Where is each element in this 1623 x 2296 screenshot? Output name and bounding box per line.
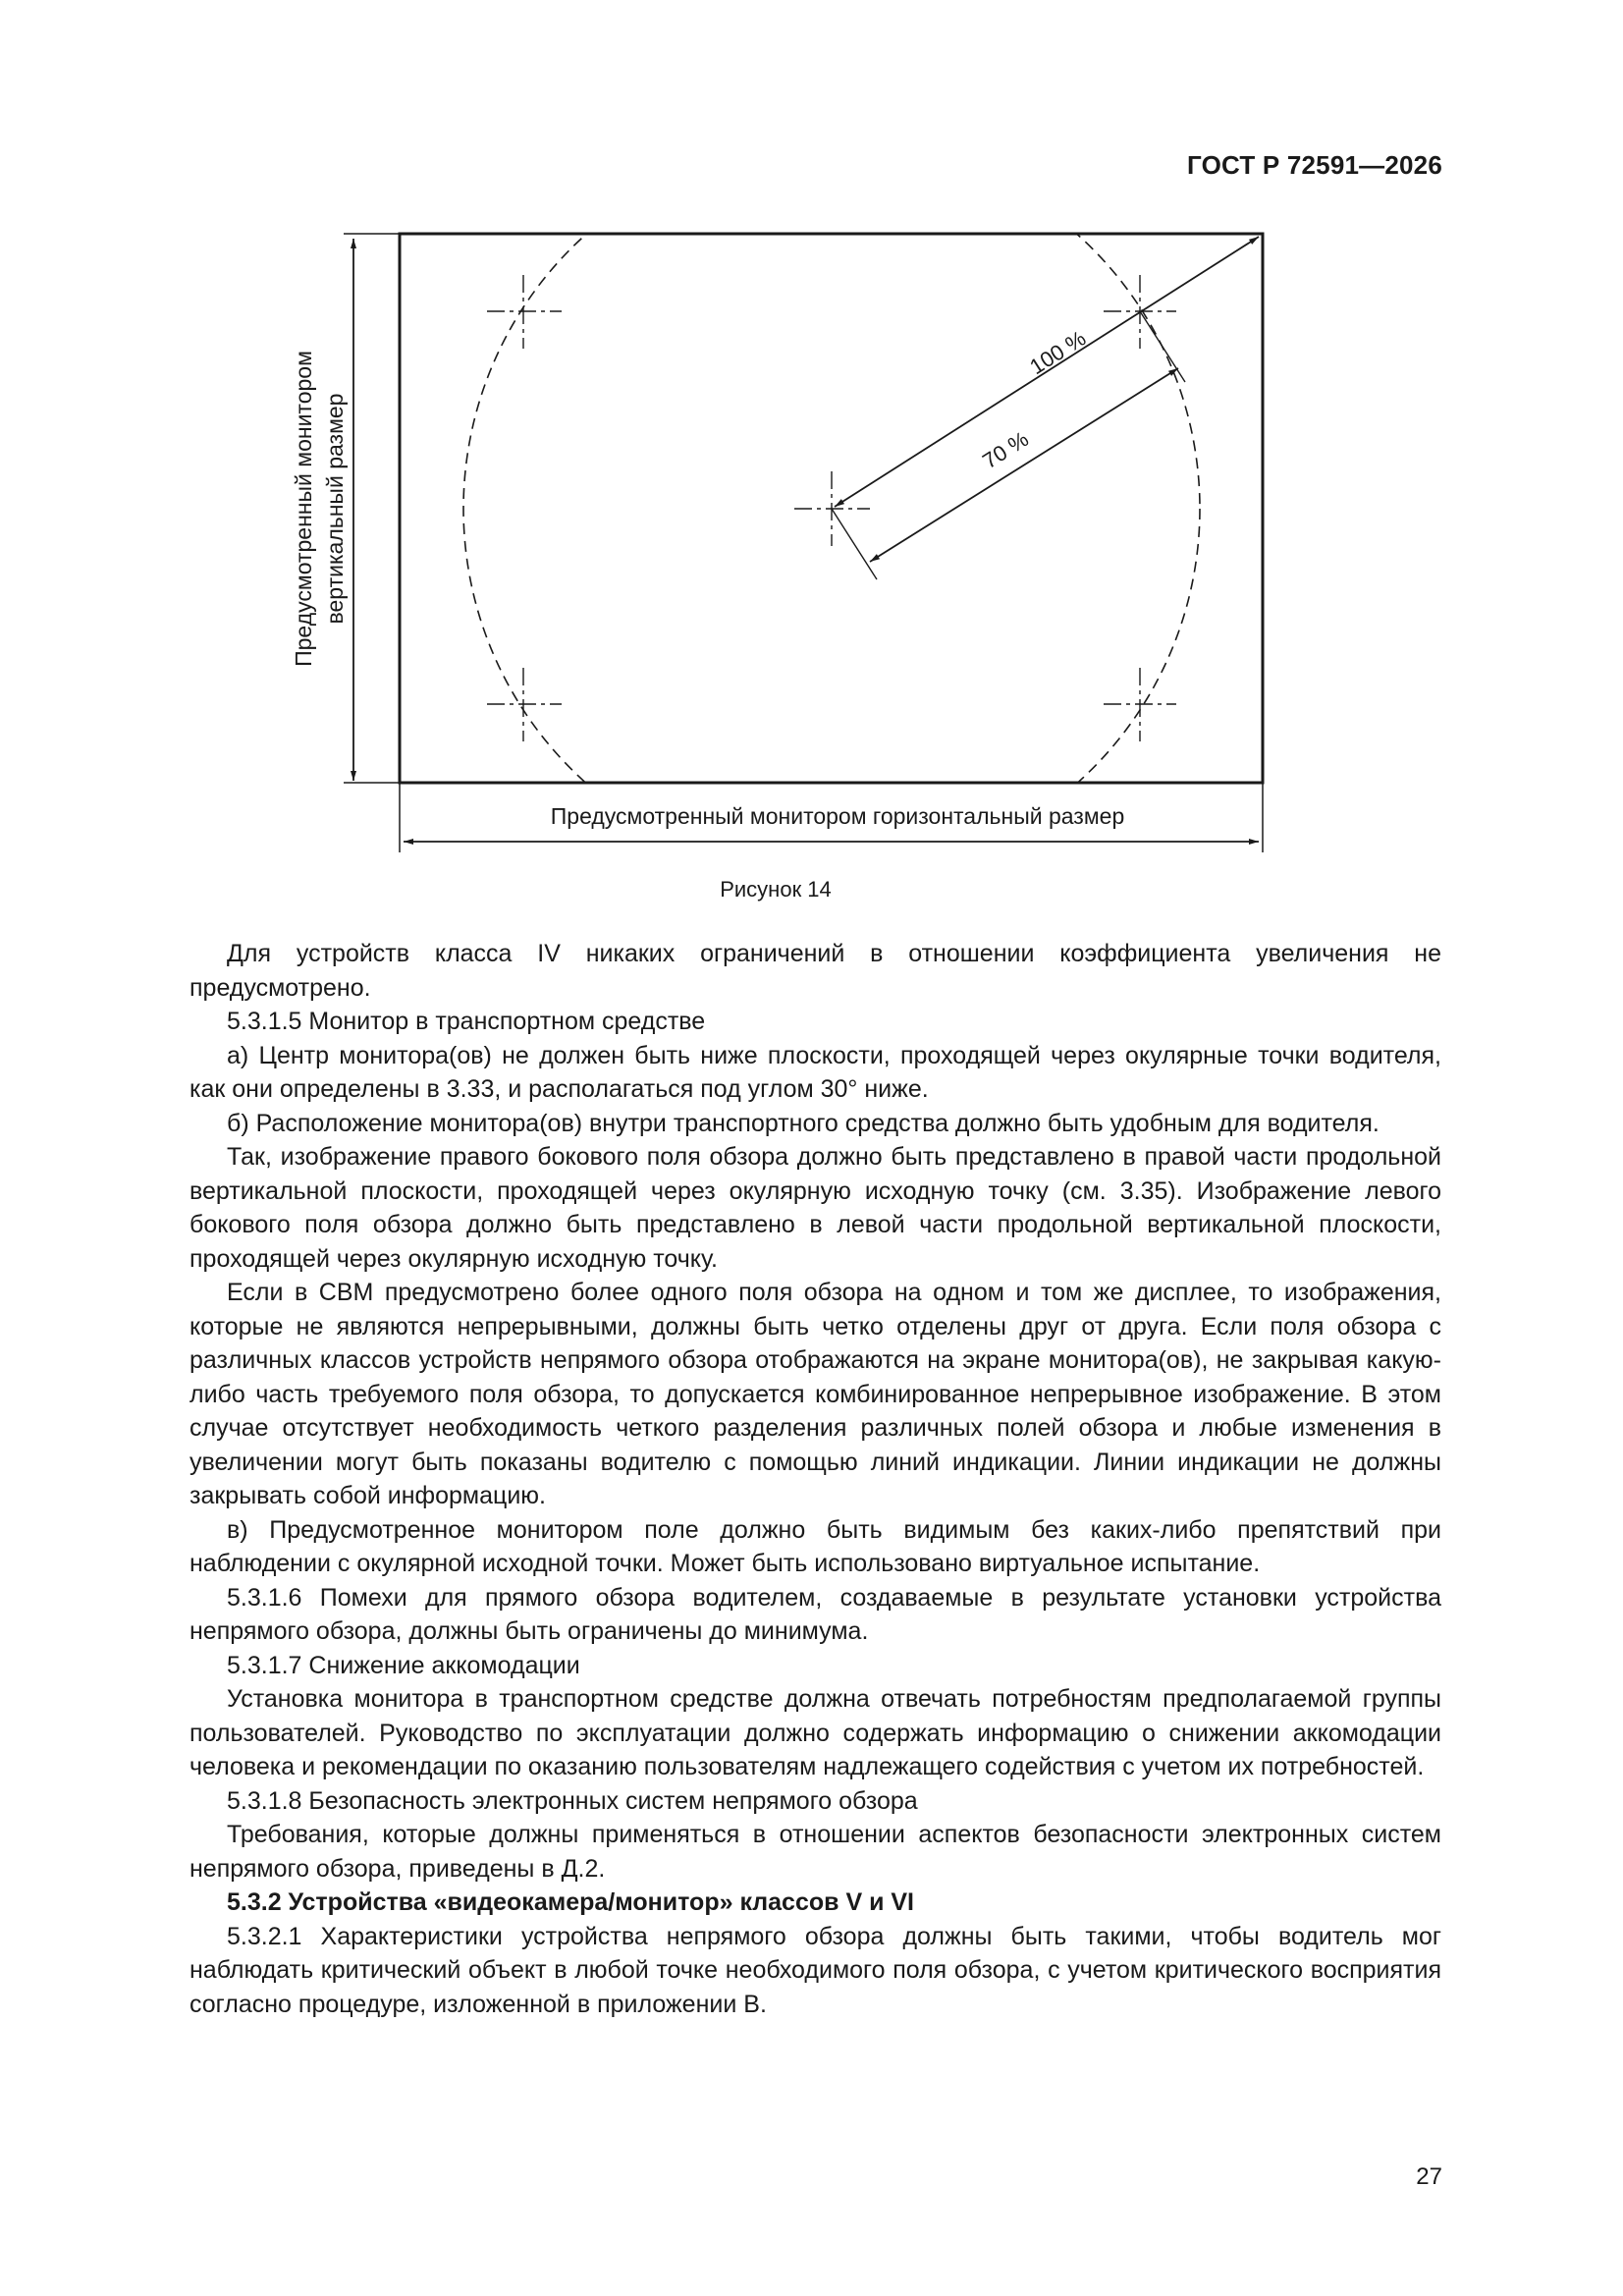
horizontal-label: Предусмотренный монитором горизонтальный размер	[550, 803, 1125, 829]
paragraph: б) Расположение монитора(ов) внутри транспортного средства должно быть удобным для водителя.	[227, 1109, 1380, 1137]
section-heading: 5.3.1.5 Монитор в транспортном средстве	[227, 1008, 706, 1035]
label-100-percent: 100 %	[1025, 325, 1091, 380]
paragraph: а) Центр монитора(ов) не должен быть ниже плоскости, проходящей через окулярные точки водителя, как они определены в 3.33, и располагаться под углом 30° ниже.	[189, 1041, 1441, 1103]
paragraph: Так, изображение правого бокового поля обзора должно быть представлено в правой части продольной вертикальной плоскости, проходящей через окулярную исходную точку (см. 3.35). Изображение левого бокового поля обзора должно быть представлено в левой части продольной вертикальной плоскости, проходящей через окулярную исходную точку.	[189, 1143, 1441, 1273]
crosshair-bottom-right	[1104, 668, 1176, 741]
subsection-heading: 5.3.2 Устройства «видеокамера/монитор» классов V и VI	[227, 1888, 914, 1916]
page-number: 27	[1416, 2163, 1442, 2190]
crosshair-top-left	[487, 275, 562, 349]
paragraph: 5.3.1.6 Помехи для прямого обзора водителем, создаваемые в результате установки устройства непрямого обзора, должны быть ограничены до минимума.	[189, 1583, 1441, 1645]
paragraph: Требования, которые должны применяться в отношении аспектов безопасности электронных систем непрямого обзора, приведены в Д.2.	[189, 1821, 1441, 1883]
arrow-70-percent	[870, 368, 1178, 562]
vertical-label-line2: вертикальный размер	[322, 393, 348, 625]
label-70-percent: 70 %	[978, 426, 1033, 474]
paragraph: Установка монитора в транспортном средстве должна отвечать потребностям предполагаемой группы пользователей. Руководство по эксплуатации должно содержать информацию о снижении аккомодации человека и рекомендации по оказанию пользователям надлежащего содействия с учетом их потребностей.	[189, 1685, 1441, 1780]
section-heading: 5.3.1.7 Снижение аккомодации	[227, 1651, 580, 1679]
section-heading: 5.3.1.8 Безопасность электронных систем непрямого обзора	[227, 1786, 918, 1815]
figure-14	[0, 0, 1623, 943]
body-text	[189, 937, 1441, 2021]
monitor-diagram	[0, 0, 1623, 943]
paragraph: Если в СВМ предусмотрено более одного поля обзора на одном и том же дисплее, то изображения, которые не являются непрерывными, должны быть четко отделены друг от друга. Если поля обзора с различных классов устройств непрямого обзора отображаются на экране монитора(ов), не закрывая какую-либо часть требуемого поля обзора, то допускается комбинированное непрерывное изображение. В этом случае отсутствует необходимость четкого разделения различных полей обзора и любые изменения в увеличении могут быть показаны водителю с помощью линий индикации. Линии индикации не должны закрывать собой информацию.	[189, 1279, 1441, 1509]
paragraph: в) Предусмотренное монитором поле должно быть видимым без каких-либо препятствий при наблюдении с окулярной исходной точки. Может быть использовано виртуальное испытание.	[189, 1515, 1441, 1577]
document-header: ГОСТ Р 72591—2026	[1187, 150, 1442, 180]
figure-caption: Рисунок 14	[720, 877, 832, 902]
vertical-label-line1: Предусмотренный монитором	[291, 351, 316, 667]
paragraph: 5.3.2.1 Характеристики устройства непрямого обзора должны быть такими, чтобы водитель мог наблюдать критический объект в любой точке необходимого поля обзора, с учетом критического восприятия согласно процедуре, изложенной в приложении В.	[189, 1922, 1441, 2018]
crosshair-bottom-left	[487, 668, 562, 741]
paragraph: Для устройств класса IV никаких ограничений в отношении коэффициента увеличения не предусмотрено.	[189, 940, 1441, 1002]
